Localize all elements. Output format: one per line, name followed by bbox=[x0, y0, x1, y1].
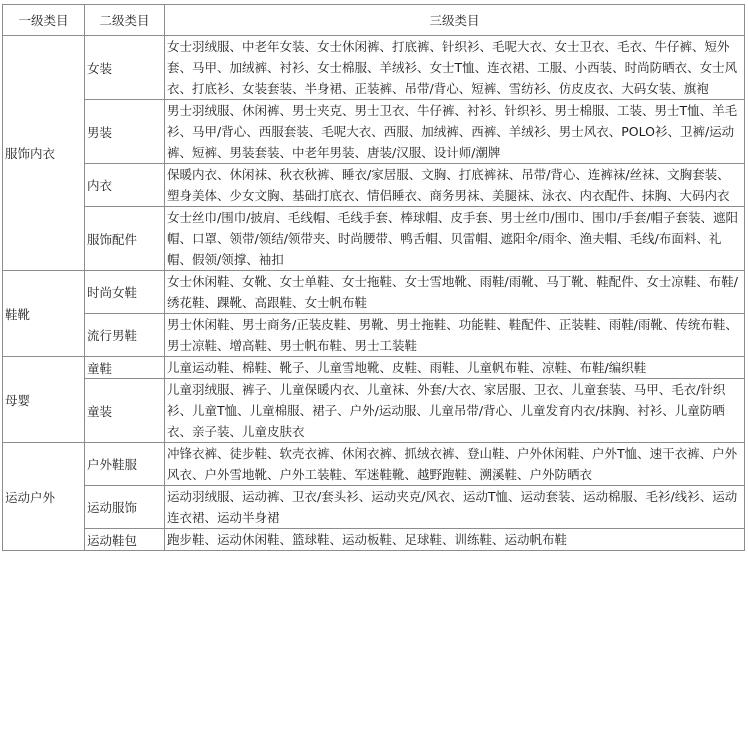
level2-cell: 女装 bbox=[85, 36, 165, 100]
level2-cell: 男装 bbox=[85, 100, 165, 164]
level2-cell: 运动鞋包 bbox=[85, 529, 165, 551]
level2-cell: 服饰配件 bbox=[85, 207, 165, 271]
level3-cell: 儿童运动鞋、棉鞋、靴子、儿童雪地靴、皮鞋、雨鞋、儿童帆布鞋、凉鞋、布鞋/编织鞋 bbox=[165, 357, 745, 379]
level1-cell: 运动户外 bbox=[3, 443, 85, 551]
level1-cell: 母婴 bbox=[3, 357, 85, 443]
table-row bbox=[3, 357, 745, 379]
level3-cell: 男士休闲鞋、男士商务/正装皮鞋、男靴、男士拖鞋、功能鞋、鞋配件、正装鞋、雨鞋/雨靴、传统布鞋、男士凉鞋、增高鞋、男士帆布鞋、男士工装鞋 bbox=[165, 314, 745, 357]
level2-cell: 童鞋 bbox=[85, 357, 165, 379]
header-level3: 三级类目 bbox=[165, 5, 745, 36]
table-row bbox=[3, 314, 745, 357]
level1-cell: 鞋靴 bbox=[3, 271, 85, 357]
table-row bbox=[3, 271, 745, 314]
level3-cell: 保暖内衣、休闲袜、秋衣秋裤、睡衣/家居服、文胸、打底裤袜、吊带/背心、连裤袜/丝袜、文胸套装、塑身美体、少女文胸、基础打底衣、情侣睡衣、商务男袜、美腿袜、泳衣、内衣配件、抹胸、大码内衣 bbox=[165, 164, 745, 207]
level2-cell: 流行男鞋 bbox=[85, 314, 165, 357]
level3-cell: 女士羽绒服、中老年女装、女士休闲裤、打底裤、针织衫、毛呢大衣、女士卫衣、毛衣、牛仔裤、短外套、马甲、加绒裤、衬衫、女士棉服、羊绒衫、女士T恤、连衣裙、工服、小西装、时尚防晒衣、女士风衣、打底衫、女装套装、半身裙、正装裤、吊带/背心、短裤、雪纺衫、仿皮皮衣、大码女装、旗袍 bbox=[165, 36, 745, 100]
level3-cell: 男士羽绒服、休闲裤、男士夹克、男士卫衣、牛仔裤、衬衫、针织衫、男士棉服、工装、男士T恤、羊毛衫、马甲/背心、西服套装、毛呢大衣、西服、加绒裤、西裤、羊绒衫、男士风衣、POLO衫、卫裤/运动裤、短裤、男装套装、中老年男装、唐装/汉服、设计师/潮牌 bbox=[165, 100, 745, 164]
table-row bbox=[3, 443, 745, 486]
level3-cell: 女士丝巾/围巾/披肩、毛线帽、毛线手套、棒球帽、皮手套、男士丝巾/围巾、围巾/手套/帽子套装、遮阳帽、口罩、领带/领结/领带夹、时尚腰带、鸭舌帽、贝雷帽、遮阳伞/雨伞、渔夫帽、毛线/布面料、礼帽、假领/领撑、袖扣 bbox=[165, 207, 745, 271]
table-header-row bbox=[3, 5, 745, 36]
level2-cell: 时尚女鞋 bbox=[85, 271, 165, 314]
table-row bbox=[3, 529, 745, 551]
category-table bbox=[2, 4, 745, 551]
level3-cell: 儿童羽绒服、裤子、儿童保暖内衣、儿童袜、外套/大衣、家居服、卫衣、儿童套装、马甲、毛衣/针织衫、儿童T恤、儿童棉服、裙子、户外/运动服、儿童吊带/背心、儿童发育内衣/抹胸、衬衫、儿童防晒衣、亲子装、儿童皮肤衣 bbox=[165, 379, 745, 443]
header-level1: 一级类目 bbox=[3, 5, 85, 36]
level3-cell: 运动羽绒服、运动裤、卫衣/套头衫、运动夹克/风衣、运动T恤、运动套装、运动棉服、毛衫/线衫、运动连衣裙、运动半身裙 bbox=[165, 486, 745, 529]
level2-cell: 户外鞋服 bbox=[85, 443, 165, 486]
table-row bbox=[3, 207, 745, 271]
level3-cell: 跑步鞋、运动休闲鞋、篮球鞋、运动板鞋、足球鞋、训练鞋、运动帆布鞋 bbox=[165, 529, 745, 551]
level2-cell: 运动服饰 bbox=[85, 486, 165, 529]
level3-cell: 女士休闲鞋、女靴、女士单鞋、女士拖鞋、女士雪地靴、雨鞋/雨靴、马丁靴、鞋配件、女士凉鞋、布鞋/绣花鞋、踝靴、高跟鞋、女士帆布鞋 bbox=[165, 271, 745, 314]
level2-cell: 童装 bbox=[85, 379, 165, 443]
level3-cell: 冲锋衣裤、徒步鞋、软壳衣裤、休闲衣裤、抓绒衣裤、登山鞋、户外休闲鞋、户外T恤、速干衣裤、户外风衣、户外雪地靴、户外工装鞋、军迷鞋靴、越野跑鞋、溯溪鞋、户外防晒衣 bbox=[165, 443, 745, 486]
table-row bbox=[3, 379, 745, 443]
table-row bbox=[3, 486, 745, 529]
table-row bbox=[3, 100, 745, 164]
table-row bbox=[3, 164, 745, 207]
level1-cell: 服饰内衣 bbox=[3, 36, 85, 271]
table-row bbox=[3, 36, 745, 100]
header-level2: 二级类目 bbox=[85, 5, 165, 36]
level2-cell: 内衣 bbox=[85, 164, 165, 207]
